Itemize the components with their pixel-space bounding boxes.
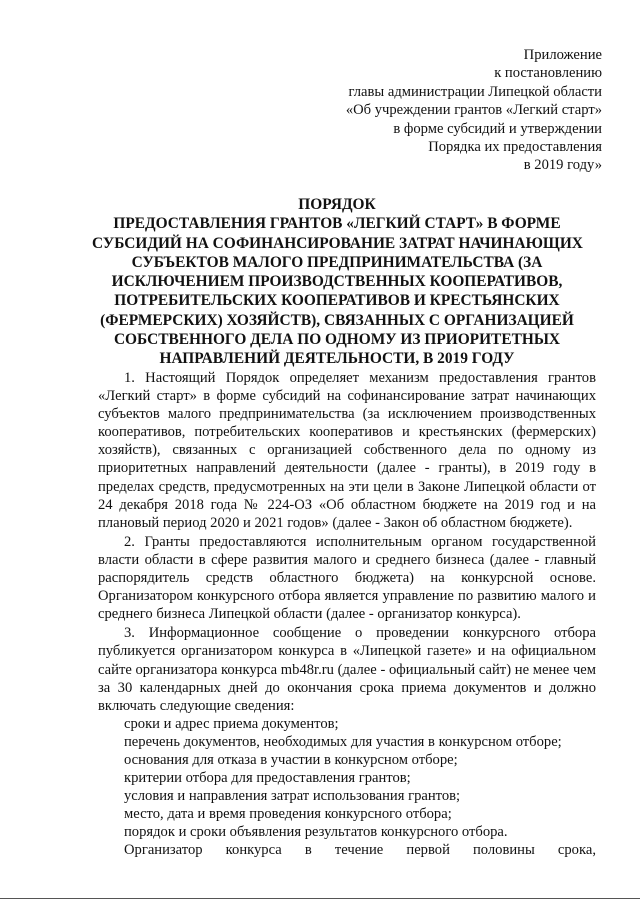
appendix-line: главы администрации Липецкой области: [348, 83, 602, 100]
list-item: место, дата и время проведения конкурсного отбора;: [124, 806, 452, 823]
appendix-line: к постановлению: [494, 65, 602, 82]
word: срока,: [557, 842, 596, 859]
title-line: СУБЪЕКТОВ МАЛОГО ПРЕДПРИНИМАТЕЛЬСТВА (ЗА: [131, 253, 543, 271]
paragraph-2: 2. Гранты предоставляются исполнительным органом государственной власти области в сфере развития малого и среднего бизнеса (далее - главный распорядитель средств областного бюджета) на конкурсной основе. Организатором конкурсного отбора является управление по развитию малого и среднего бизнеса Липецкой области (далее - организатор конкурса).: [98, 533, 596, 623]
appendix-header: [282, 46, 602, 175]
list-item: сроки и адрес приема документов;: [124, 715, 339, 732]
word: половины: [472, 842, 535, 859]
appendix-line: «Об учреждении грантов «Легкий старт»: [345, 102, 602, 119]
appendix-line: в форме субсидий и утверждении: [393, 120, 602, 137]
list-item: перечень документов, необходимых для участия в конкурсном отборе;: [124, 733, 562, 750]
list-item: порядок и сроки объявления результатов конкурсного отбора.: [124, 824, 508, 841]
title-line: ИСКЛЮЧЕНИЕМ ПРОИЗВОДСТВЕННЫХ КООПЕРАТИВОВ,: [111, 273, 563, 291]
paragraph-3: 3. Информационное сообщение о проведении конкурсного отбора публикуется организатором конкурса в «Липецкой газете» и на официальном сайте организатора конкурса mb48r.ru (далее - официальный сайт) не менее чем за 30 календарных дней до окончания срока приема документов и должно включать следующие сведения:: [98, 625, 596, 714]
appendix-line: Приложение: [523, 47, 602, 63]
word: первой: [406, 842, 450, 859]
appendix-line: Порядка их предоставления: [428, 139, 602, 156]
appendix-line: в 2019 году»: [523, 157, 602, 174]
list-item: условия и направления затрат использования грантов;: [124, 788, 461, 805]
word: Организатор: [124, 842, 203, 859]
title-line: (ФЕРМЕРСКИХ) ХОЗЯЙСТВ), СВЯЗАННЫХ С ОРГАНИЗАЦИЕЙ: [100, 311, 574, 329]
paragraph-4-start: [98, 841, 596, 859]
list-item: критерии отбора для предоставления грантов;: [124, 770, 411, 787]
document-title: [92, 195, 582, 369]
title-line: ПОТРЕБИТЕЛЬСКИХ КООПЕРАТИВОВ И КРЕСТЬЯНСКИХ: [114, 292, 560, 310]
title-line: ПОРЯДОК: [298, 196, 376, 213]
paragraph-1: 1. Настоящий Порядок определяет механизм предоставления грантов «Легкий старт» в форме субсидий на софинансирование затрат начинающих субъектов малого предпринимательства (за исключением производственных кооперативов, потребительских кооперативов и крестьянских (фермерских) хозяйств), связанных с организацией собственного дела по одному из приоритетных направлений деятельности (далее - гранты), в 2019 году в пределах средств, предусмотренных на эти цели в Законе Липецкой области от 24 декабря 2018 года № 224-ОЗ «Об областном бюджете на 2019 год и на плановый период 2020 и 2021 годов» (далее - Закон об областном бюджете).: [98, 370, 596, 531]
title-line: СУБСИДИЙ НА СОФИНАНСИРОВАНИЕ ЗАТРАТ НАЧИНАЮЩИХ: [92, 234, 583, 252]
word: в: [304, 842, 312, 859]
title-line: НАПРАВЛЕНИЙ ДЕЯТЕЛЬНОСТИ, В 2019 ГОДУ: [159, 350, 515, 368]
list-item: основания для отказа в участии в конкурсном отборе;: [124, 751, 458, 768]
word: течение: [334, 842, 384, 859]
title-line: ПРЕДОСТАВЛЕНИЯ ГРАНТОВ «ЛЕГКИЙ СТАРТ» В ФОРМЕ: [113, 215, 561, 233]
word: конкурса: [225, 842, 282, 859]
document-body: [98, 369, 596, 860]
page-bottom-divider: [0, 898, 640, 899]
title-line: СОБСТВЕННОГО ДЕЛА ПО ОДНОМУ ИЗ ПРИОРИТЕТНЫХ: [113, 331, 561, 349]
